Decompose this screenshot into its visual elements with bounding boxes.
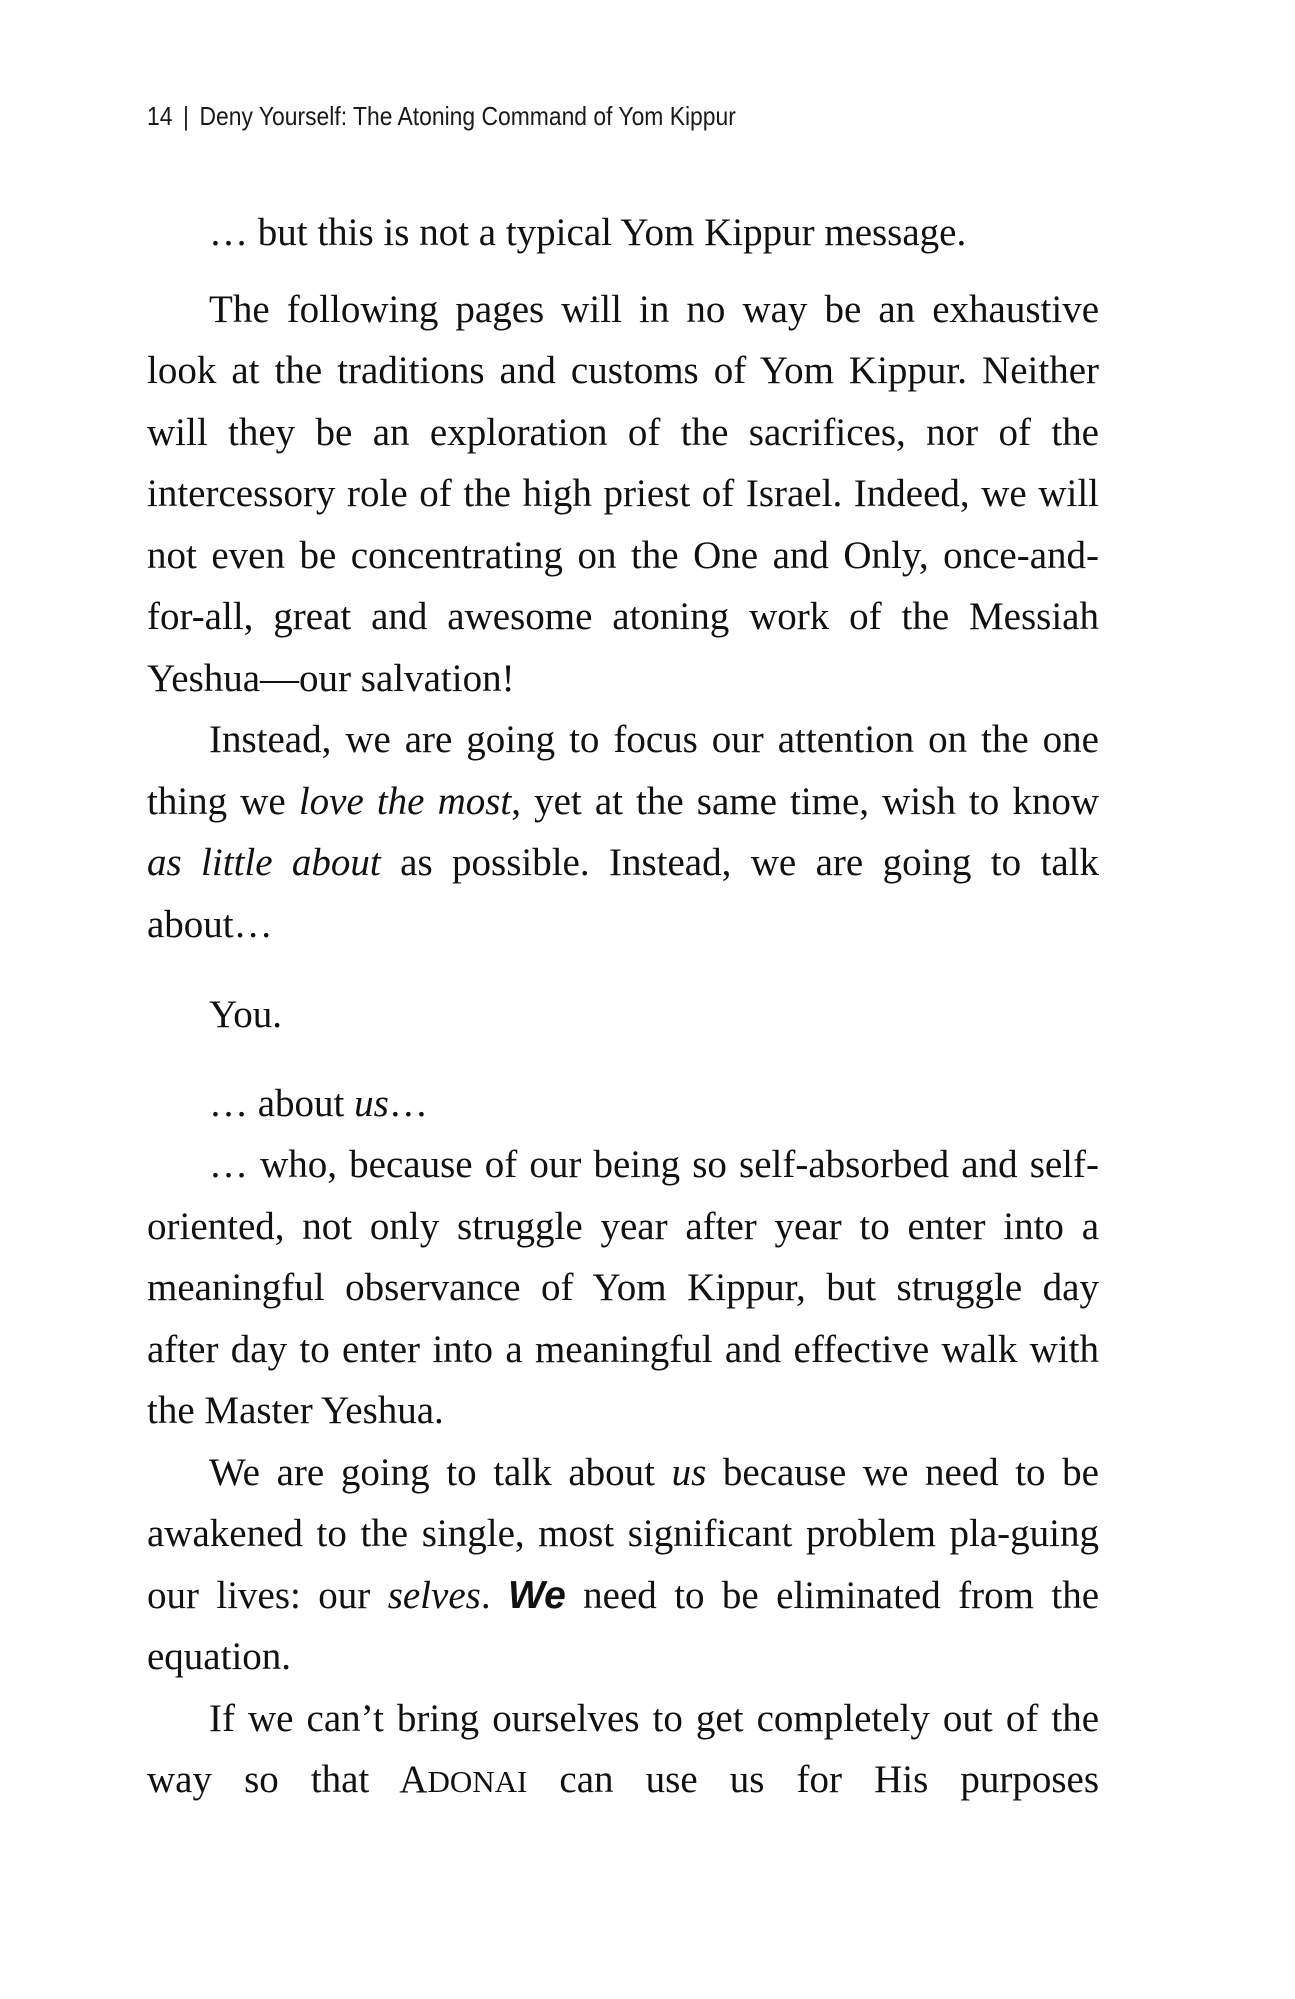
text-run: … about <box>209 1081 355 1125</box>
emphasis-text: selves <box>387 1573 481 1617</box>
paragraph-4: You. <box>209 993 283 1036</box>
emphasis-text: us <box>354 1081 389 1125</box>
text-run: can use us for His purposes <box>527 1758 1099 1801</box>
text-run: , yet at the same time, wish to know <box>511 779 1099 823</box>
paragraph-7 <box>147 1442 1099 1688</box>
header-separator: | <box>183 101 189 131</box>
paragraph-8 <box>147 1688 1099 1813</box>
running-head <box>147 98 736 134</box>
strong-emphasis-text: We <box>507 1573 566 1617</box>
text-run: Instead, we are going to focus our attention on the one thing we <box>147 718 1099 823</box>
page-number: 14 <box>147 101 173 131</box>
body-text <box>147 202 1099 1813</box>
paragraph-6: … who, because of our being so self-absorbed and self-oriented, not only struggle year after year to enter into a meaningful observance of Yom Kippur, but struggle day after day to enter into a meaningful and effective walk with the Master Yeshua. <box>147 1143 1099 1432</box>
small-caps-initial: A <box>399 1758 428 1801</box>
text-run: because we need to be awakened to the single, most significant problem pla-guing our lives: our <box>147 1450 1099 1617</box>
small-caps-rest: DONAI <box>427 1764 528 1799</box>
text-run: If we can’t bring ourselves to get completely out of the way so that <box>147 1696 1099 1801</box>
text-run: … <box>388 1081 428 1125</box>
paragraph-1: … but this is not a typical Yom Kippur message. <box>209 211 967 254</box>
text-run: as possible. Instead, we are going to talk about… <box>147 841 1099 946</box>
book-title: Deny Yourself: The Atoning Command of Yom Kippur <box>199 101 736 131</box>
paragraph-5 <box>147 1073 1099 1135</box>
text-run: need to be eliminated from the equation. <box>147 1573 1100 1678</box>
paragraph-2: The following pages will in no way be an exhaustive look at the traditions and customs of Yom Kippur. Neither will they be an exploration of the sacrifices, nor of the intercessory role of the high priest of Israel. Indeed, we will not even be concentrating on the One and Only, once-and-for-all, great and awesome atoning work of the Messiah Yeshua—our salvation! <box>147 287 1099 700</box>
emphasis-text: love the most <box>298 779 512 823</box>
emphasis-text: us <box>671 1450 707 1494</box>
text-run: We are going to talk about <box>209 1450 672 1494</box>
emphasis-text: as little about <box>147 841 381 884</box>
paragraph-3 <box>147 709 1099 955</box>
text-run: . <box>480 1573 508 1617</box>
small-caps-name <box>399 1758 527 1801</box>
